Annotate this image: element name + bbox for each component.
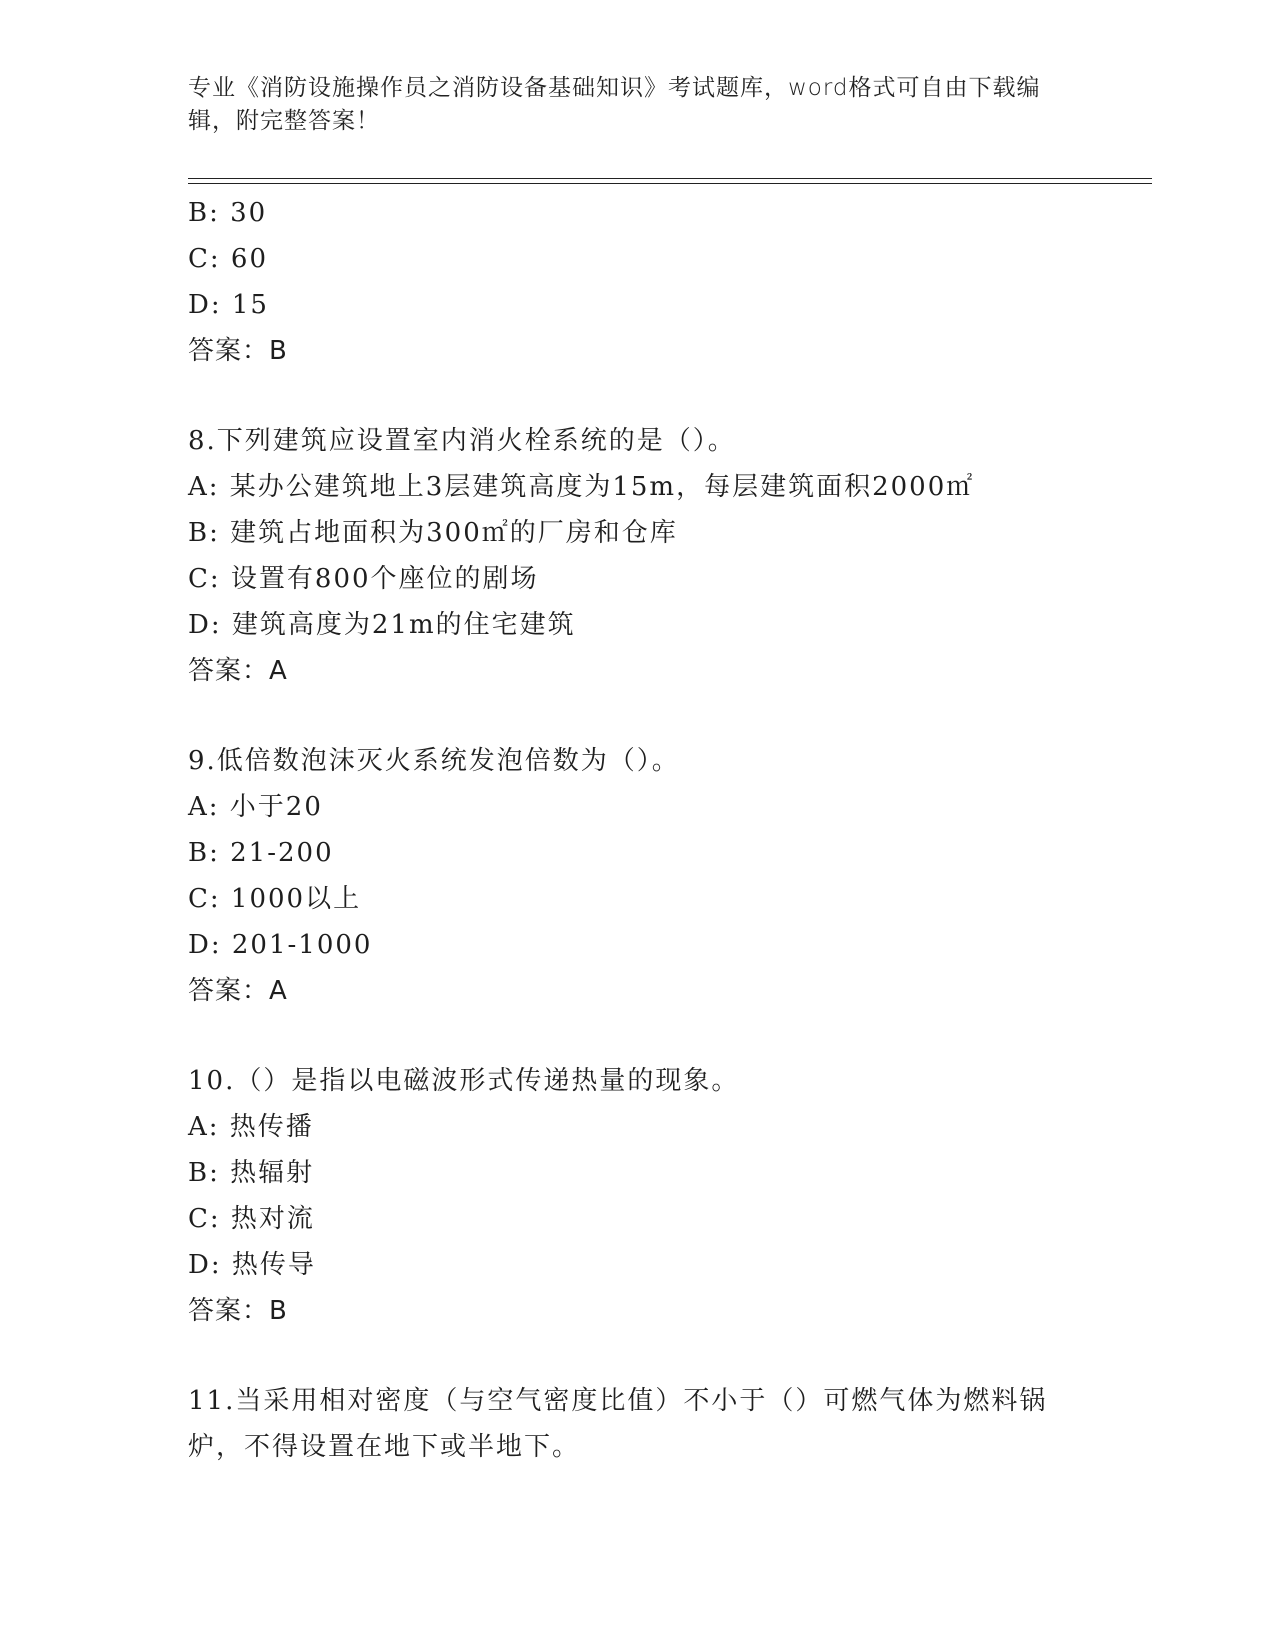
option-c: C: 热对流 [188, 1204, 315, 1234]
option-a: A: 小于20 [188, 792, 323, 822]
spacer [188, 694, 1088, 738]
spacer [188, 1014, 1088, 1058]
option-b: B: 建筑占地面积为300㎡的厂房和仓库 [188, 518, 678, 548]
question-stem: 10.（）是指以电磁波形式传递热量的现象。 [188, 1066, 740, 1096]
option-b: B: 热辐射 [188, 1158, 315, 1188]
question-list [188, 190, 1088, 1470]
header-rule-bottom [188, 183, 1152, 184]
question-7-tail [188, 190, 1088, 374]
question-stem-line-1: 11.当采用相对密度（与空气密度比值）不小于（）可燃气体为燃料锅 [188, 1386, 1048, 1416]
question-9 [188, 738, 1088, 1014]
answer: 答案：A [188, 656, 288, 686]
question-11 [188, 1378, 1088, 1470]
question-stem: 8.下列建筑应设置室内消火栓系统的是（）。 [188, 426, 736, 456]
option-b: B: 21-200 [188, 838, 334, 868]
question-10 [188, 1058, 1088, 1334]
option-d: D: 201-1000 [188, 930, 373, 960]
question-stem-line-2: 炉，不得设置在地下或半地下。 [188, 1432, 581, 1462]
document-header [188, 72, 1068, 138]
option-d: D: 热传导 [188, 1250, 316, 1280]
option-c: C: 1000以上 [188, 884, 362, 914]
question-stem: 9.低倍数泡沫灭火系统发泡倍数为（）。 [188, 746, 680, 776]
spacer [188, 374, 1088, 418]
question-8 [188, 418, 1088, 694]
header-rule-top [188, 178, 1152, 179]
header-text: 专业《消防设施操作员之消防设备基础知识》考试题库，word格式可自由下载编辑，附完整答案！ [188, 75, 1041, 134]
answer: 答案：A [188, 976, 288, 1006]
option-a: A: 热传播 [188, 1112, 314, 1142]
option-c: C: 设置有800个座位的剧场 [188, 564, 539, 594]
option-d: D: 15 [188, 290, 269, 320]
option-d: D: 建筑高度为21m的住宅建筑 [188, 610, 576, 640]
option-c: C: 60 [188, 244, 269, 274]
spacer [188, 1334, 1088, 1378]
option-a: A: 某办公建筑地上3层建筑高度为15m，每层建筑面积2000㎡ [188, 472, 975, 502]
option-b: B: 30 [188, 198, 268, 228]
answer: 答案：B [188, 336, 288, 366]
answer: 答案：B [188, 1296, 288, 1326]
